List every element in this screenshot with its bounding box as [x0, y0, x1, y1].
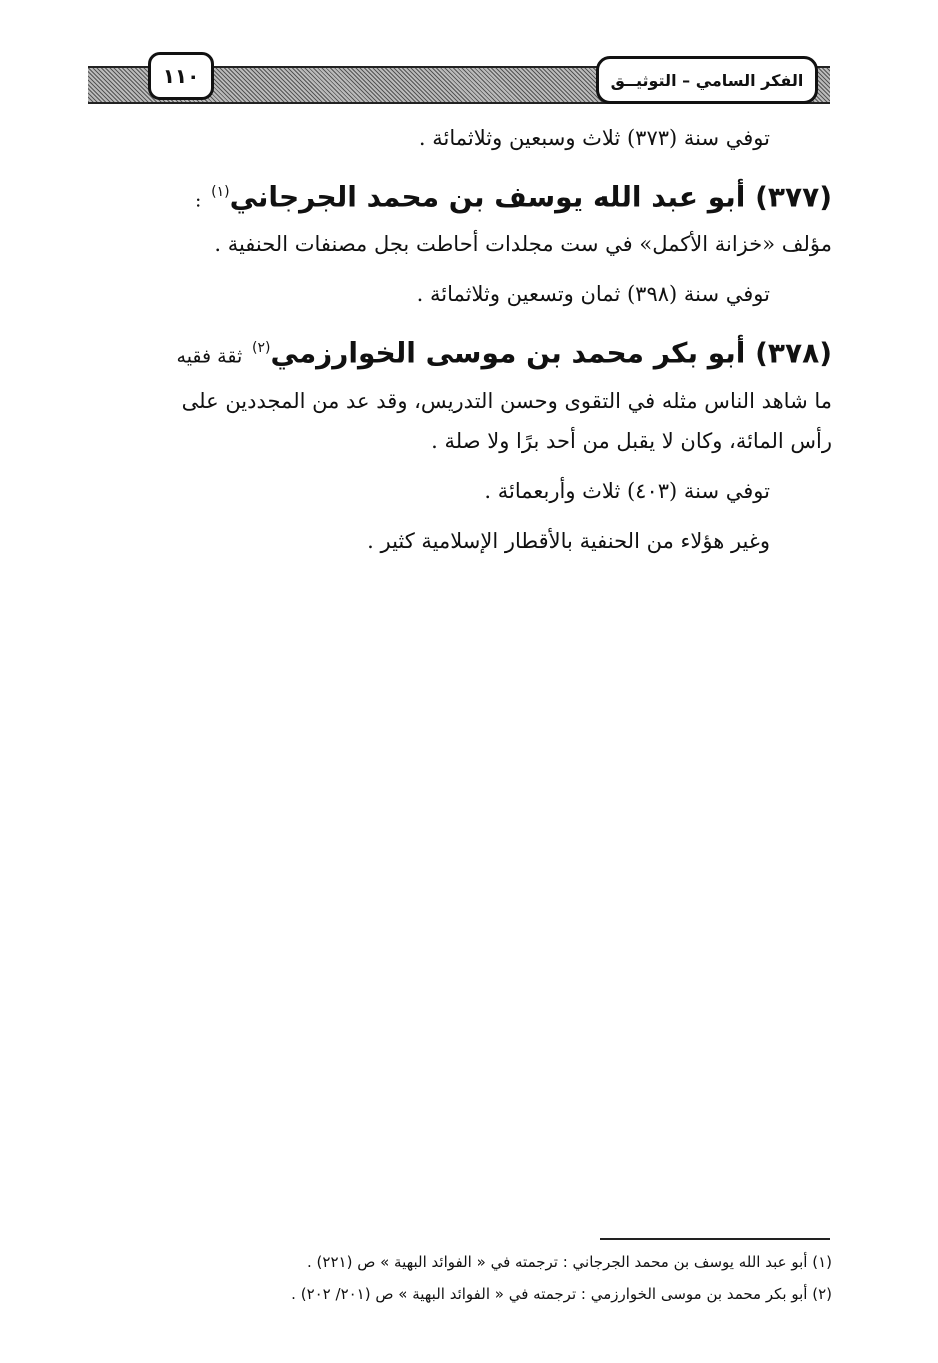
- running-title: [596, 56, 818, 104]
- closing-line: وغير هؤلاء من الحنفية بالأقطار الإسلامية كثير .: [367, 528, 770, 553]
- entry-377-heading: [80, 168, 832, 224]
- entry-377-death: توفي سنة (٣٩٨) ثمان وتسعين وثلاثمائة .: [416, 282, 770, 307]
- entry-378-death: توفي سنة (٤٠٣) ثلاث وأربعمائة .: [484, 478, 770, 503]
- page-number: [148, 52, 214, 100]
- running-title-text: الفكر السامي – التوثيــق: [610, 70, 804, 90]
- entry-378-description-1: ما شاهد الناس مثله في التقوى وحسن التدريس، وقد عد من المجددين على: [181, 388, 832, 413]
- death-line-373: توفي سنة (٣٧٣) ثلاث وسبعين وثلاثمائة .: [418, 126, 770, 150]
- page-body: [80, 118, 832, 561]
- entry-378-tail: ثقة فقيه: [176, 345, 243, 368]
- footnote-separator: [600, 1238, 830, 1240]
- footnote-1: (١) أبو عبد الله يوسف بن محمد الجرجاني : ترجمته في « الفوائد البهية » ص (٢٢١) .: [307, 1253, 832, 1271]
- entry-378-heading: [80, 324, 832, 380]
- entry-377-description: مؤلف «خزانة الأكمل» في ست مجلدات أحاطت بجل مصنفات الحنفية .: [214, 232, 832, 257]
- footnote-2: (٢) أبو بكر محمد بن موسى الخوارزمي : ترجمته في « الفوائد البهية » ص (٢٠١/ ٢٠٢) .: [291, 1285, 832, 1303]
- footnote-ref-2: (٢): [252, 340, 271, 357]
- entry-377-tail: :: [194, 189, 202, 212]
- footnote-ref-1: (١): [211, 184, 230, 200]
- entry-378-description-2: رأس المائة، وكان لا يقبل من أحد برًا ولا صلة .: [431, 428, 832, 453]
- entry-378-title: (٣٧٨) أبو بكر محمد بن موسى الخوارزمي: [270, 336, 832, 370]
- footnotes: [100, 1246, 832, 1310]
- entry-377-title: (٣٧٧) أبو عبد الله يوسف بن محمد الجرجاني: [229, 180, 832, 214]
- page-number-text: ١١٠: [162, 64, 200, 88]
